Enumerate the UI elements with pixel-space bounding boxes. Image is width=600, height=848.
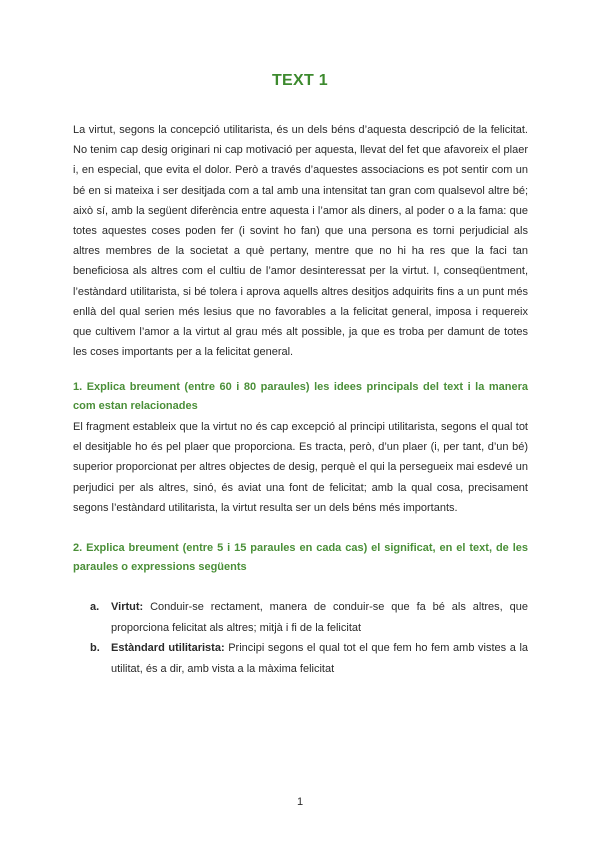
document-title: TEXT 1 [271,72,329,89]
question-1: 1. Explica breument (entre 60 i 80 paraules) les idees principals del text i la manera com estan relacionades [73,381,528,412]
definition-term: Virtut: [111,601,144,613]
list-marker: a. [90,601,100,613]
definition-text: Principi segons el qual tot el que fem ho fem amb vistes a la utilitat, és a dir, amb vista a la màxima felicitat [111,642,529,675]
definitions-list [90,597,528,679]
answer-1-paragraph: El fragment estableix que la virtut no és cap excepció al principi utilitarista, segons el qual tot el desitjable ho és pel plaer que proporciona. Es tracta, però, d’un plaer (i, per tant, d’un bé) superior proporcionat per altres objectes de desig, perquè el qui la persegueix mai esdevé un perjudici per als altres, sinó, és aviat una font de felicitat; amb la qual cosa, precisament segons l’estàndard utilitarista, la virtut resulta ser un dels béns més importants. [73,421,528,514]
definition-item-estandard-utilitarista [90,638,528,679]
source-text-paragraph: La virtut, segons la concepció utilitarista, és un dels béns d’aquesta descripció de la felicitat. No tenim cap desig originari ni cap motivació per aquesta, llevat del fet que afavoreix el plaer i, en especial, que evita el dolor. Però a través d’aquestes associacions es pot sentir com un bé en si mateixa i ser desitjada com a tal amb una intensitat tan gran com qualsevol altre bé; això sí, amb la següent diferència entre aquesta i l’amor als diners, al poder o a la fama: que totes aquestes coses poden fer (i sovint ho fan) que una persona es torni perjudicial als altres membres de la societat a què pertany, mentre que no hi ha res que la faci tan beneficiosa als altres com el cultiu de l’amor desinteressat per la virtut. I, conseqüentment, l’estàndard utilitarista, si bé tolera i aprova aquells altres desitjos adquirits fins a un punt més enllà del qual serien més lesius que no favorables a la felicitat general, imposa i requereix que cultivem l’amor a la virtut al grau més alt possible, ja que es troba per damunt de totes les coses importants per a la felicitat general. [73,124,528,359]
page-number: 1 [296,796,304,808]
list-marker: b. [90,642,100,654]
definition-item-virtut [90,597,528,638]
question-2: 2. Explica breument (entre 5 i 15 paraules en cada cas) el significat, en el text, de les paraules o expressions següents [73,542,528,573]
definition-term: Estàndard utilitarista: [111,642,225,654]
definition-text: Conduir-se rectament, manera de conduir-se que fa bé als altres, que proporciona felicitat als altres; mitjà i fi de la felicitat [111,601,528,634]
